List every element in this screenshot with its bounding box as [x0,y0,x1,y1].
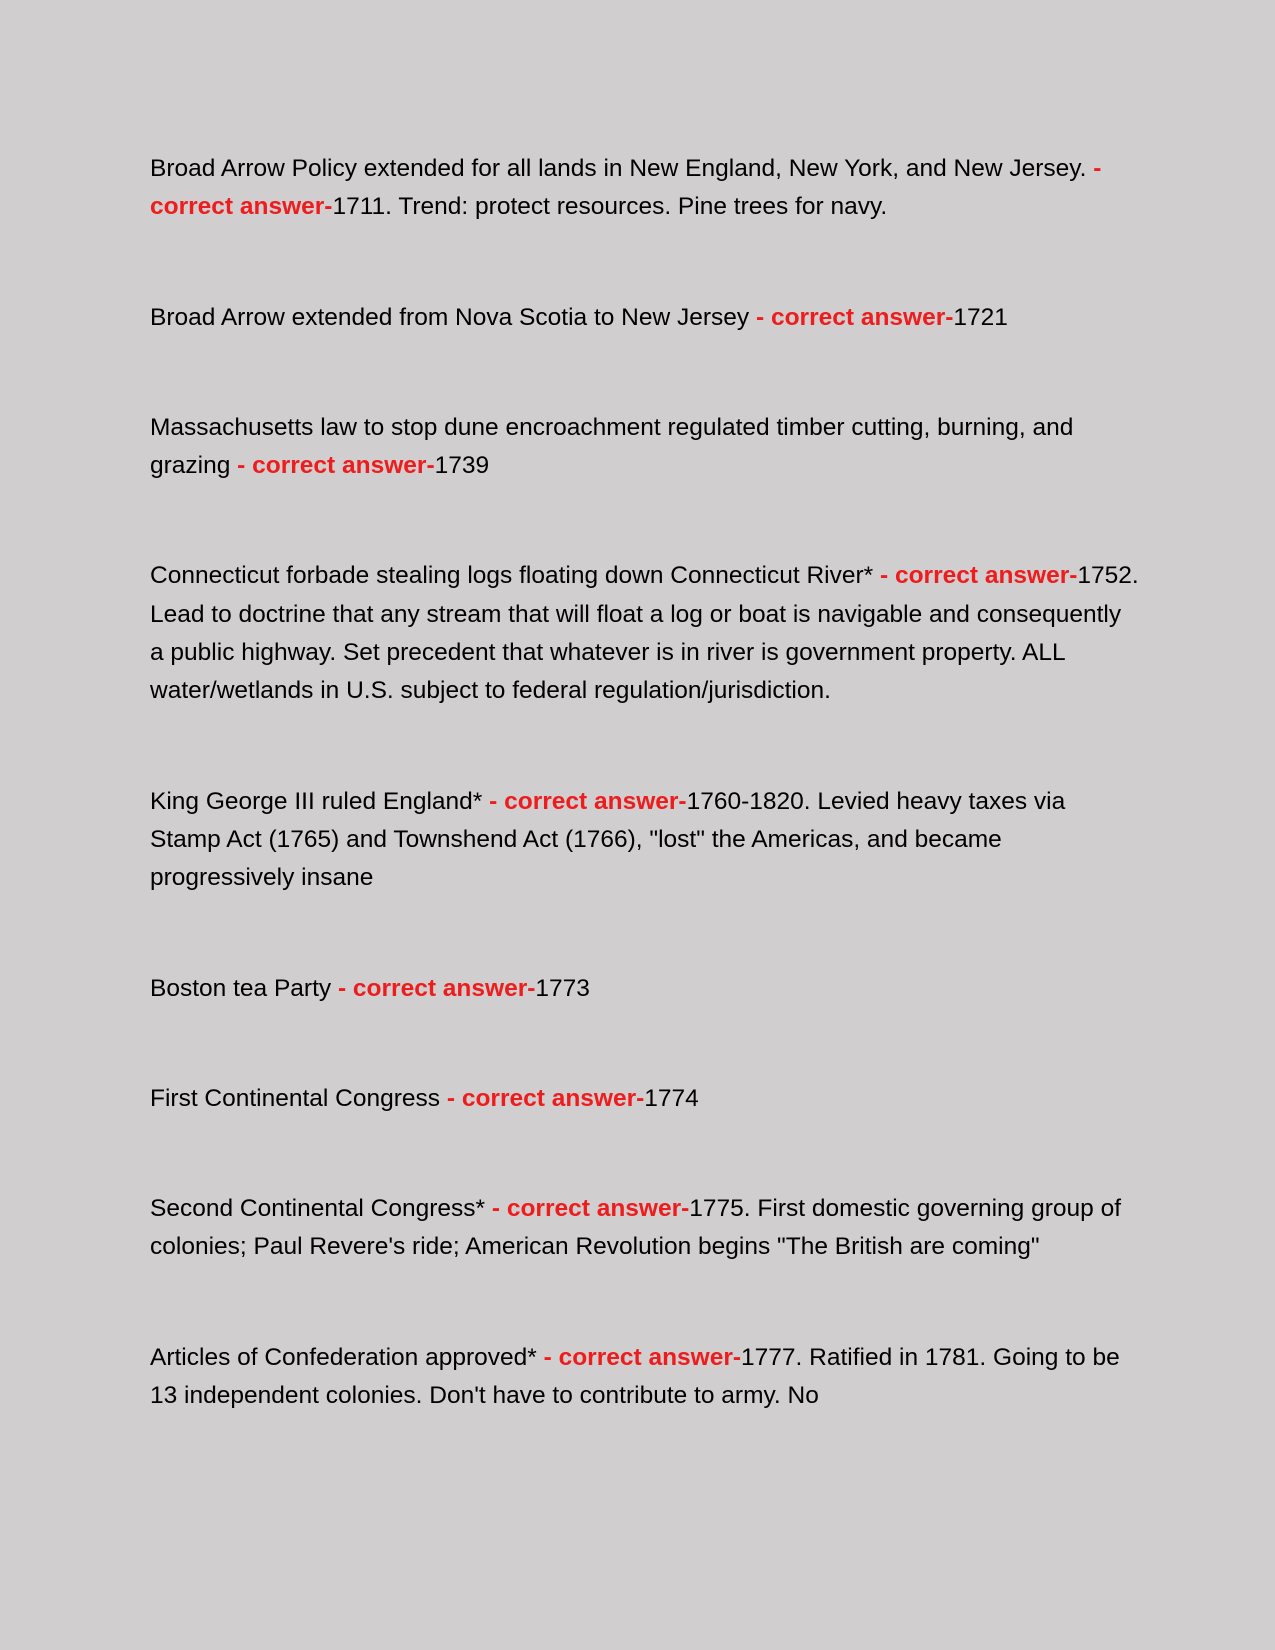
qa-entry [150,409,1140,486]
correct-answer-separator: - correct answer- [482,787,687,815]
question-text: Connecticut forbade stealing logs floating down Connecticut River* [150,562,874,590]
answer-text: 1721 [953,303,1008,331]
question-text: Broad Arrow Policy extended for all lands in New England, New York, and New Jersey. [150,155,1087,182]
answer-text: 1752. Lead to doctrine that any stream that will float a log or boat is navigable and consequently a public highway. Set precedent that whatever is in river is government property. ALL water/wetlands in U.S. subject to federal regulation/jurisdiction. [150,562,1139,705]
qa-entry [150,1080,1140,1118]
qa-entry [150,150,1140,227]
correct-answer-separator: - correct answer- [873,562,1078,590]
qa-list [150,150,1140,1415]
qa-entry [150,1339,1140,1416]
correct-answer-separator: - correct answer- [440,1084,645,1112]
question-text: Boston tea Party [150,974,332,1002]
correct-answer-separator: - correct answer- [485,1195,690,1223]
question-text: Massachusetts law to stop dune encroachment regulated timber cutting, burning, and grazing [150,413,1074,480]
answer-text: 1711. Trend: protect resources. Pine trees for navy. [332,193,888,221]
question-text: First Continental Congress [150,1084,441,1112]
correct-answer-separator: - correct answer- [536,1343,742,1371]
qa-entry [150,783,1140,898]
question-text: Second Continental Congress* [150,1195,486,1223]
correct-answer-separator: - correct answer- [749,303,954,331]
correct-answer-separator: - correct answer- [331,974,536,1002]
qa-entry [150,299,1140,337]
qa-entry [150,1190,1140,1267]
answer-text: 1739 [434,452,490,480]
answer-text: 1777. Ratified in 1781. Going to be 13 independent colonies. Don't have to contribute to army. No [150,1343,1120,1410]
answer-text: 1774 [644,1084,699,1112]
answer-text: 1760-1820. Levied heavy taxes via Stamp Act (1765) and Townshend Act (1766), "lost" the Americas, and became progressively insane [150,787,1066,892]
correct-answer-separator: - correct answer- [230,452,435,480]
correct-answer-separator: - correct answer- [150,155,1102,221]
qa-entry [150,970,1140,1008]
question-text: King George III ruled England* [150,787,483,815]
answer-text: 1773 [535,974,590,1002]
question-text: Articles of Confederation approved* [150,1343,537,1371]
question-text: Broad Arrow extended from Nova Scotia to New Jersey [150,303,750,331]
answer-text: 1775. First domestic governing group of colonies; Paul Revere's ride; American Revolution begins "The British are coming" [150,1195,1122,1261]
qa-entry [150,557,1140,710]
